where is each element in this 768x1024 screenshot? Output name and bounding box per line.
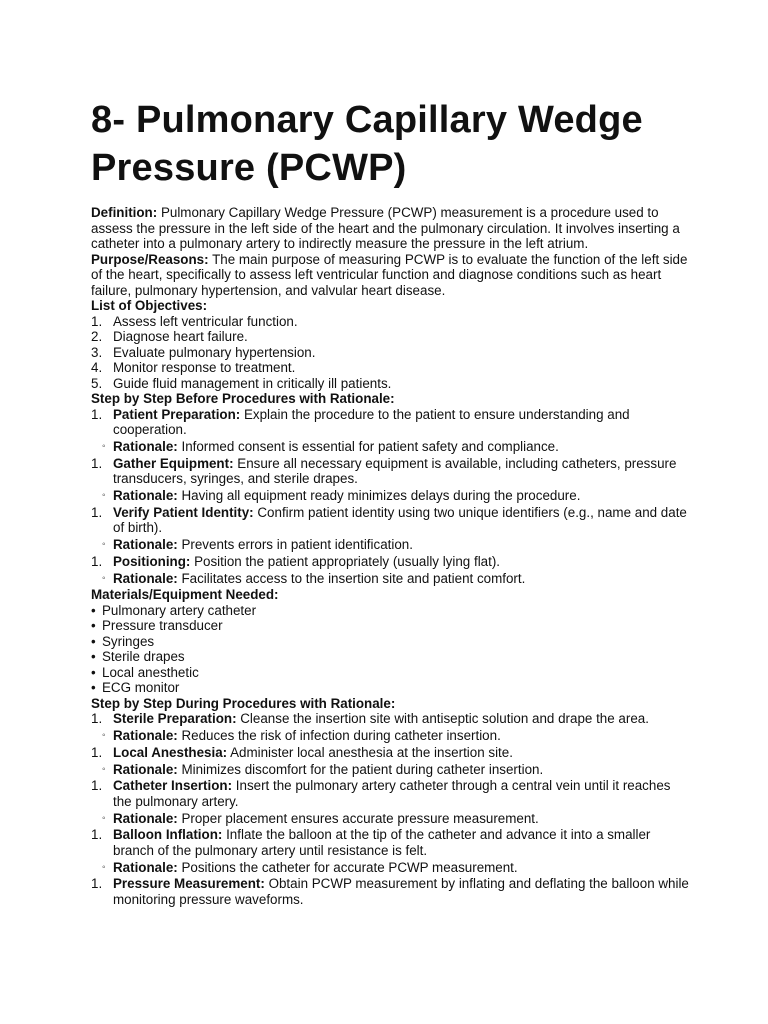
step-label: Catheter Insertion:	[113, 778, 233, 793]
purpose-paragraph	[91, 252, 691, 299]
rationale-item	[91, 811, 691, 827]
step-number: 1.	[91, 406, 103, 422]
materials-item	[91, 649, 691, 665]
step-number: 1.	[91, 553, 103, 569]
materials-item-text: Pulmonary artery catheter	[102, 602, 257, 618]
rationale-marker: ◦	[102, 763, 106, 775]
step-text: Obtain PCWP measurement by inflating and deflating the balloon while monitoring pressure waveforms.	[113, 876, 689, 907]
rationale-text: Informed consent is essential for patient safety and compliance.	[181, 439, 559, 454]
rationale-text: Positions the catheter for accurate PCWP measurement.	[181, 859, 518, 875]
rationale-text: Facilitates access to the insertion site and patient comfort.	[181, 570, 526, 586]
rationale-marker: ◦	[102, 730, 106, 741]
step-number: 1.	[91, 827, 103, 842]
step-label: Patient Preparation:	[113, 406, 241, 422]
page-title: 8- Pulmonary Capillary Wedge Pressure (PCWP)	[91, 99, 643, 189]
materials-item	[91, 665, 691, 681]
rationale-item	[91, 488, 691, 504]
step-number: 1.	[91, 711, 103, 726]
before-steps-list	[91, 407, 691, 587]
rationale-item	[91, 860, 691, 876]
rationale-label: Rationale:	[113, 537, 178, 552]
list-item-text: Diagnose heart failure.	[113, 329, 248, 344]
step-item	[91, 554, 691, 570]
list-item-text: Evaluate pulmonary hypertension.	[113, 344, 316, 360]
list-item	[91, 314, 691, 330]
materials-item-text: ECG monitor	[102, 680, 180, 695]
step-text: Position the patient appropriately (usually lying flat).	[194, 553, 501, 569]
rationale-marker: ◦	[102, 861, 106, 873]
rationale-label: Rationale:	[113, 728, 178, 743]
rationale-marker: ◦	[102, 441, 106, 452]
bullet-marker: •	[91, 602, 96, 618]
before-procedures-heading: Step by Step Before Procedures with Rationale:	[91, 391, 395, 406]
purpose-label: Purpose/Reasons:	[91, 251, 209, 267]
materials-item-text: Local anesthetic	[102, 664, 199, 680]
bullet-marker: •	[91, 680, 96, 695]
materials-item-text: Pressure transducer	[102, 618, 223, 633]
bullet-marker: •	[91, 618, 96, 633]
step-item	[91, 745, 691, 761]
rationale-marker: ◦	[102, 490, 106, 501]
definition-label: Definition:	[91, 205, 158, 220]
step-text: Explain the procedure to the patient to ensure understanding and cooperation.	[113, 406, 630, 437]
materials-heading: Materials/Equipment Needed:	[91, 587, 279, 602]
step-number: 1.	[91, 744, 103, 760]
step-label: Sterile Preparation:	[113, 711, 237, 726]
rationale-label: Rationale:	[113, 761, 178, 777]
rationale-marker: ◦	[102, 572, 106, 584]
list-item-text: Assess left ventricular function.	[113, 313, 298, 329]
list-number: 3.	[91, 344, 103, 360]
step-text: Insert the pulmonary artery catheter through a central vein until it reaches the pulmonary artery.	[113, 778, 671, 809]
rationale-label: Rationale:	[113, 570, 178, 586]
during-procedures-heading: Step by Step During Procedures with Rationale:	[91, 695, 396, 711]
definition-text: Pulmonary Capillary Wedge Pressure (PCWP) measurement is a procedure used to assess the pressure in the left side of the heart and the pulmonary circulation. It involves inserting a catheter into a pulmonary artery to indirectly measure the pressure in the left atrium.	[91, 205, 680, 251]
rationale-label: Rationale:	[113, 859, 178, 875]
list-number: 2.	[91, 329, 103, 344]
rationale-label: Rationale:	[113, 810, 178, 826]
rationale-item	[91, 728, 691, 744]
rationale-label: Rationale:	[113, 488, 178, 503]
step-text: Administer local anesthesia at the insertion site.	[230, 744, 513, 760]
step-label: Gather Equipment:	[113, 455, 234, 471]
list-item	[91, 329, 691, 345]
rationale-label: Rationale:	[113, 439, 178, 454]
rationale-marker: ◦	[102, 812, 106, 824]
list-item	[91, 360, 691, 376]
list-number: 5.	[91, 375, 103, 391]
rationale-text: Proper placement ensures accurate pressure measurement.	[181, 810, 539, 826]
document-body	[91, 205, 691, 907]
materials-item-text: Syringes	[102, 633, 155, 649]
step-text: Confirm patient identity using two unique identifiers (e.g., name and date of birth).	[113, 504, 687, 535]
materials-item	[91, 680, 691, 696]
rationale-item	[91, 762, 691, 778]
step-number: 1.	[91, 455, 103, 471]
step-number: 1.	[91, 504, 103, 520]
materials-item	[91, 618, 691, 634]
materials-item-text: Sterile drapes	[102, 649, 185, 664]
step-item	[91, 876, 691, 907]
step-item	[91, 407, 691, 438]
rationale-item	[91, 571, 691, 587]
purpose-text: The main purpose of measuring PCWP is to evaluate the function of the left side of the heart, specifically to assess left ventricular function and diagnose conditions such as heart failure, pulmonary hypertension, and valvular heart disease.	[91, 251, 688, 298]
step-item	[91, 778, 691, 809]
step-label: Positioning:	[113, 553, 191, 569]
rationale-text: Minimizes discomfort for the patient during catheter insertion.	[181, 761, 544, 777]
list-item	[91, 376, 691, 392]
bullet-marker: •	[91, 633, 96, 649]
step-label: Local Anesthesia:	[113, 744, 228, 760]
rationale-item	[91, 439, 691, 455]
rationale-text: Reduces the risk of infection during catheter insertion.	[181, 728, 501, 743]
step-number: 1.	[91, 778, 103, 793]
step-text: Ensure all necessary equipment is available, including catheters, pressure transducers, syringes, and sterile drapes.	[113, 455, 677, 486]
list-item	[91, 345, 691, 361]
rationale-item	[91, 537, 691, 553]
step-item	[91, 827, 691, 858]
step-item	[91, 505, 691, 536]
rationale-marker: ◦	[102, 539, 106, 550]
step-item	[91, 456, 691, 487]
step-number: 1.	[91, 876, 103, 891]
materials-list	[91, 603, 691, 696]
during-steps-list	[91, 711, 691, 907]
list-item-text: Monitor response to treatment.	[113, 360, 296, 375]
step-label: Balloon Inflation:	[113, 827, 223, 842]
rationale-text: Having all equipment ready minimizes delays during the procedure.	[181, 488, 581, 503]
materials-item	[91, 634, 691, 650]
step-text: Inflate the balloon at the tip of the catheter and advance it into a smaller branch of the pulmonary artery until resistance is felt.	[113, 827, 651, 858]
list-number: 4.	[91, 360, 103, 375]
step-text: Cleanse the insertion site with antiseptic solution and drape the area.	[240, 711, 649, 726]
materials-item	[91, 603, 691, 619]
definition-paragraph	[91, 205, 691, 252]
list-number: 1.	[91, 313, 103, 329]
objectives-list	[91, 314, 691, 392]
bullet-marker: •	[91, 649, 96, 664]
objectives-heading: List of Objectives:	[91, 298, 208, 313]
step-item	[91, 711, 691, 727]
list-item-text: Guide fluid management in critically ill patients.	[113, 375, 392, 391]
rationale-text: Prevents errors in patient identification.	[181, 537, 413, 552]
step-label: Verify Patient Identity:	[113, 504, 254, 520]
step-label: Pressure Measurement:	[113, 876, 265, 891]
bullet-marker: •	[91, 664, 96, 680]
